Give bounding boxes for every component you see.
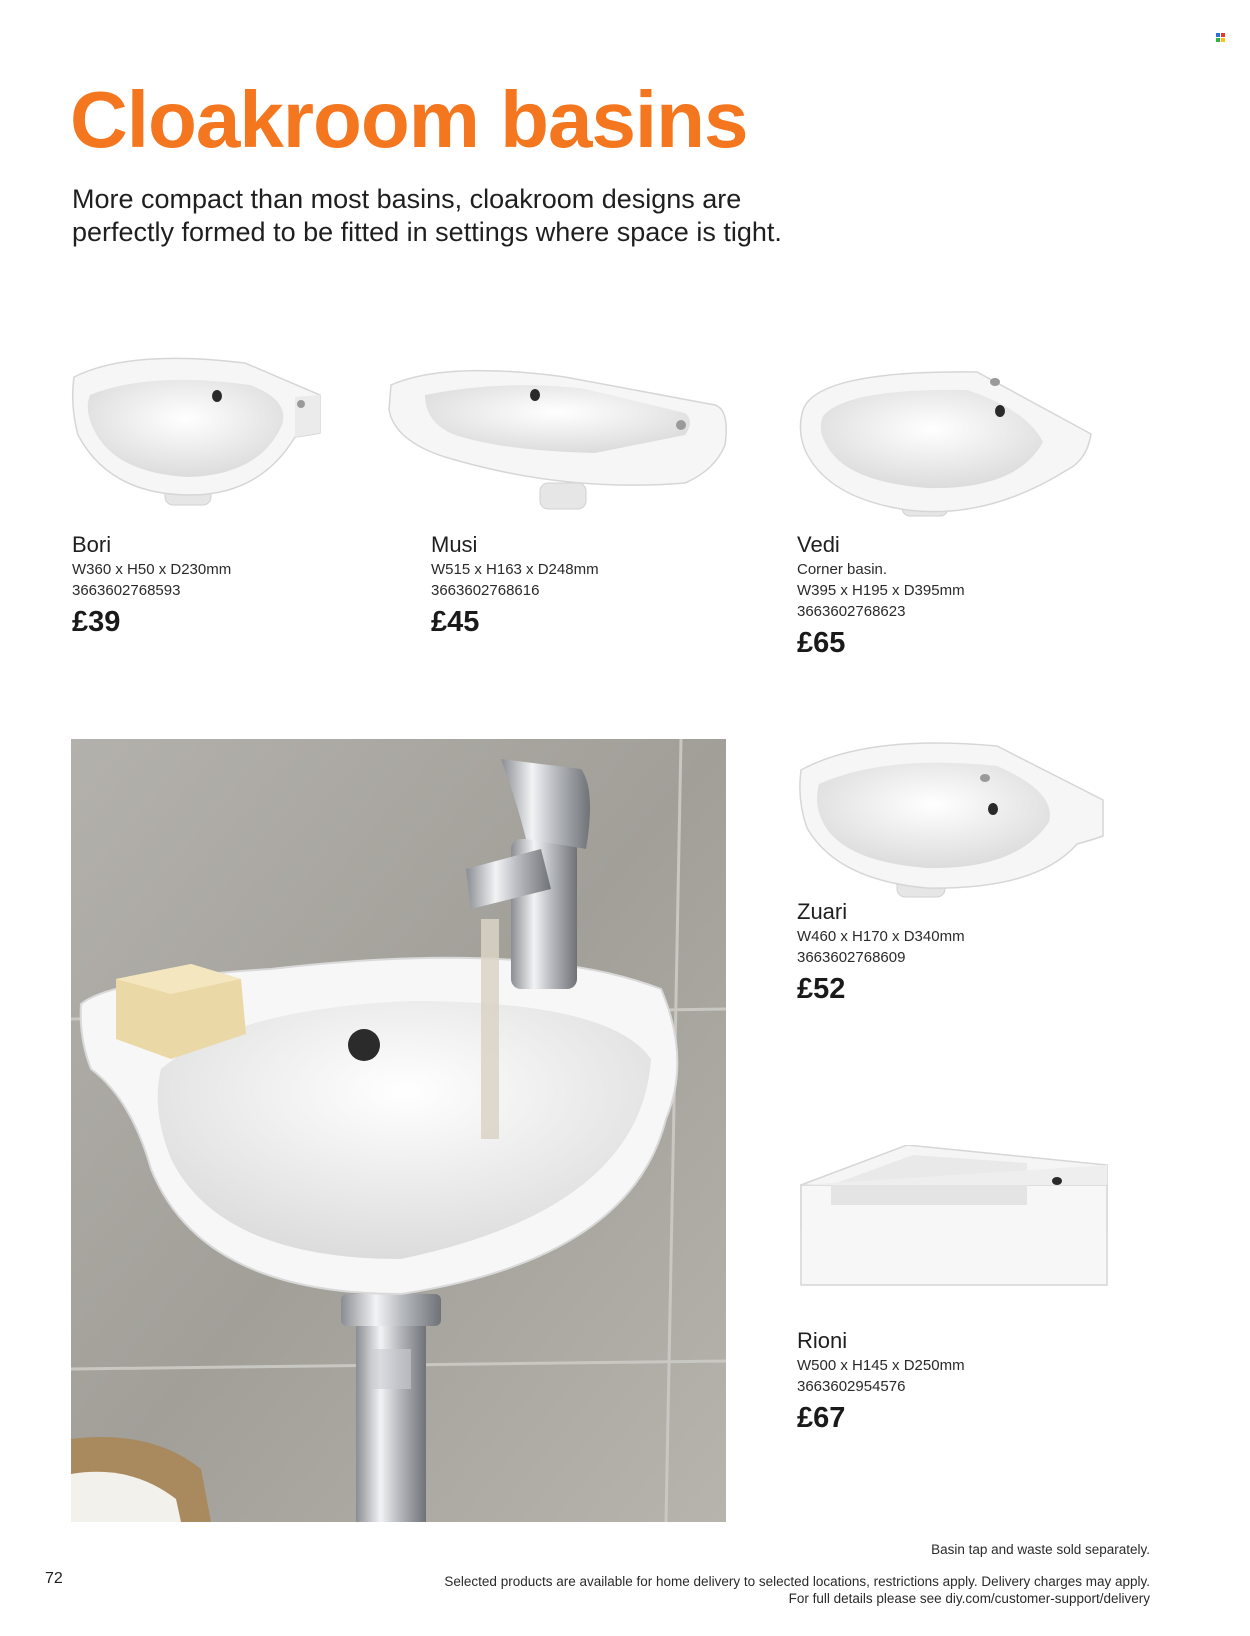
product-name: Bori (72, 532, 112, 557)
product-dimensions: W515 x H163 x D248mm (431, 561, 599, 578)
product-dimensions: W395 x H195 x D395mm (797, 582, 965, 599)
intro-text (72, 183, 872, 249)
product-price: £39 (72, 606, 121, 638)
page-number: 72 (45, 1570, 63, 1587)
brand-color-mark-icon (1216, 33, 1225, 42)
musi-basin-image (385, 365, 740, 515)
product-dimensions: W500 x H145 x D250mm (797, 1357, 965, 1374)
footer-note-delivery: Selected products are available for home delivery to selected locations, restrictions apply. Delivery charges may apply. (444, 1574, 1150, 1589)
product-dimensions: W360 x H50 x D230mm (72, 561, 232, 578)
product-name: Rioni (797, 1328, 848, 1353)
vedi-basin-image (797, 370, 1095, 520)
product-code: 3663602768609 (797, 949, 906, 966)
zuari-basin-image (797, 740, 1109, 905)
product-musi (431, 531, 691, 640)
product-code: 3663602954576 (797, 1378, 906, 1395)
product-rioni (797, 1327, 1057, 1436)
product-price: £67 (797, 1402, 846, 1434)
product-description: Corner basin. (797, 561, 888, 578)
product-price: £45 (431, 606, 480, 638)
rioni-basin-image (797, 1145, 1112, 1290)
footer-note-tap: Basin tap and waste sold separately. (931, 1542, 1150, 1557)
product-price: £65 (797, 627, 846, 659)
product-code: 3663602768616 (431, 582, 540, 599)
intro-line: More compact than most basins, cloakroom designs are (72, 184, 742, 214)
product-dimensions: W460 x H170 x D340mm (797, 928, 965, 945)
product-zuari (797, 898, 1057, 1007)
product-price: £52 (797, 973, 846, 1005)
product-vedi (797, 531, 1057, 661)
footer-note-details-link[interactable]: For full details please see diy.com/customer-support/delivery (788, 1591, 1150, 1606)
page-title: Cloakroom basins (70, 75, 748, 164)
product-bori (72, 531, 332, 640)
lifestyle-photo (71, 739, 726, 1522)
intro-line: perfectly formed to be fitted in settings where space is tight. (72, 217, 782, 247)
bori-basin-image (70, 355, 332, 515)
product-name: Zuari (797, 899, 848, 924)
product-name: Vedi (797, 532, 840, 557)
product-code: 3663602768623 (797, 603, 906, 620)
product-code: 3663602768593 (72, 582, 181, 599)
product-name: Musi (431, 532, 478, 557)
